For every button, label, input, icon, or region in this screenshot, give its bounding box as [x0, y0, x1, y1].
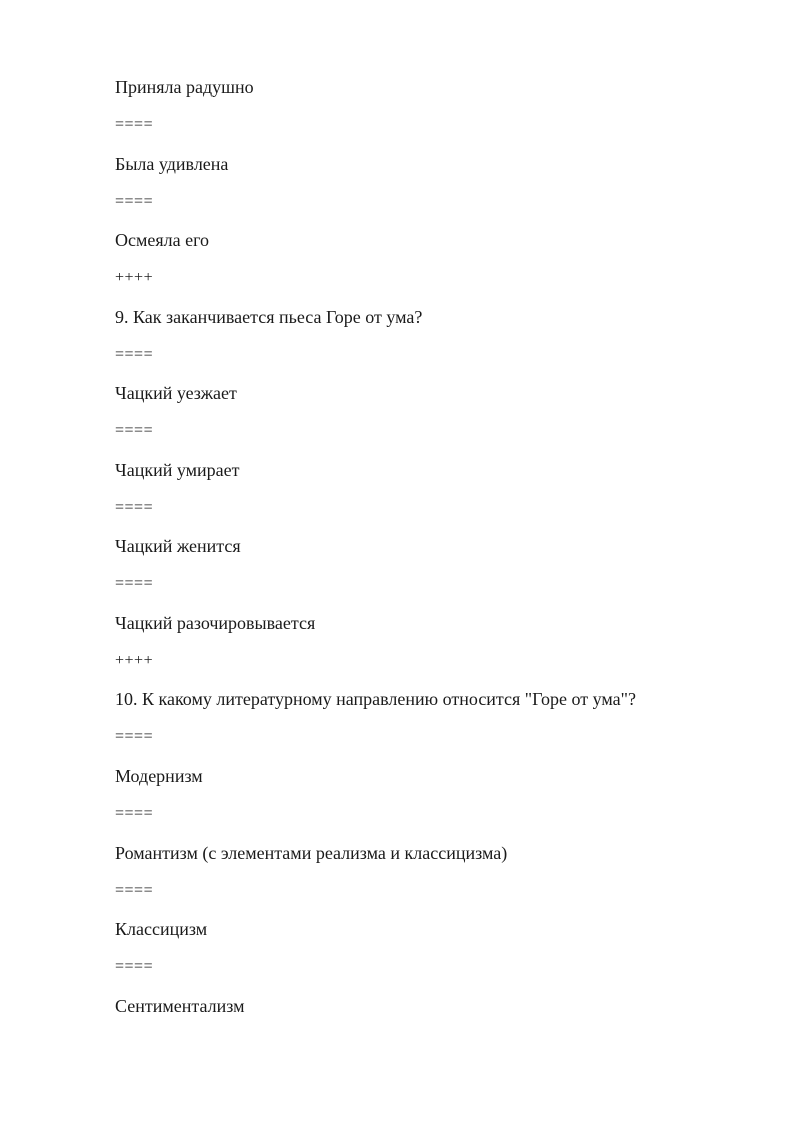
separator-line: ==== [115, 422, 154, 439]
answer-line: Чацкий женится [115, 536, 241, 556]
separator-line: ==== [115, 346, 154, 363]
question-line: 9. Как заканчивается пьеса Горе от ума? [115, 307, 423, 327]
separator-line: ==== [115, 116, 154, 133]
separator-line: ++++ [115, 652, 154, 669]
answer-line: Модернизм [115, 766, 203, 786]
separator-line: ==== [115, 958, 154, 975]
separator-line: ==== [115, 805, 154, 822]
separator-line: ==== [115, 728, 154, 745]
answer-line: Осмеяла его [115, 230, 210, 250]
separator-line: ++++ [115, 269, 154, 286]
answer-line: Чацкий разочировывается [115, 613, 316, 633]
separator-line: ==== [115, 882, 154, 899]
answer-line: Приняла радушно [115, 77, 254, 97]
separator-line: ==== [115, 193, 154, 210]
separator-line: ==== [115, 575, 154, 592]
answer-line: Была удивлена [115, 154, 229, 174]
separator-line: ==== [115, 499, 154, 516]
answer-line: Романтизм (с элементами реализма и классицизма) [115, 843, 508, 863]
question-line: 10. К какому литературному направлению относится "Горе от ума"? [115, 689, 636, 709]
answer-line: Чацкий умирает [115, 460, 240, 480]
answer-line: Чацкий уезжает [115, 383, 237, 403]
answer-line: Сентиментализм [115, 996, 245, 1016]
answer-line: Классицизм [115, 919, 208, 939]
